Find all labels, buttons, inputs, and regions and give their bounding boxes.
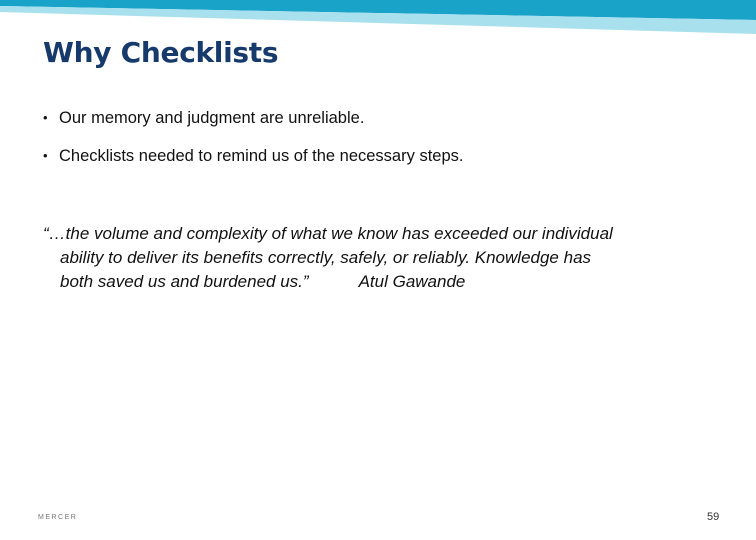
quote-line: ability to deliver its benefits correctly, safely, or reliably. Knowledge has <box>60 248 592 267</box>
slide-title: Why Checklists <box>43 36 279 69</box>
quote-block <box>43 222 743 294</box>
quote-line: both saved us and burdened us.” <box>60 272 309 291</box>
page-number: 59 <box>707 511 720 523</box>
bullet-item: • Checklists needed to remind us of the necessary steps. <box>43 146 463 166</box>
quote-line: “…the volume and complexity of what we know has exceeded our individual <box>43 224 613 243</box>
footer-logo: MERCER <box>38 514 78 521</box>
bullet-list <box>43 108 463 166</box>
top-decorative-band <box>0 0 756 36</box>
quote-author: Atul Gawande <box>358 272 466 291</box>
quote-last-line <box>43 270 743 294</box>
bullet-item: • Our memory and judgment are unreliable. <box>43 108 463 128</box>
